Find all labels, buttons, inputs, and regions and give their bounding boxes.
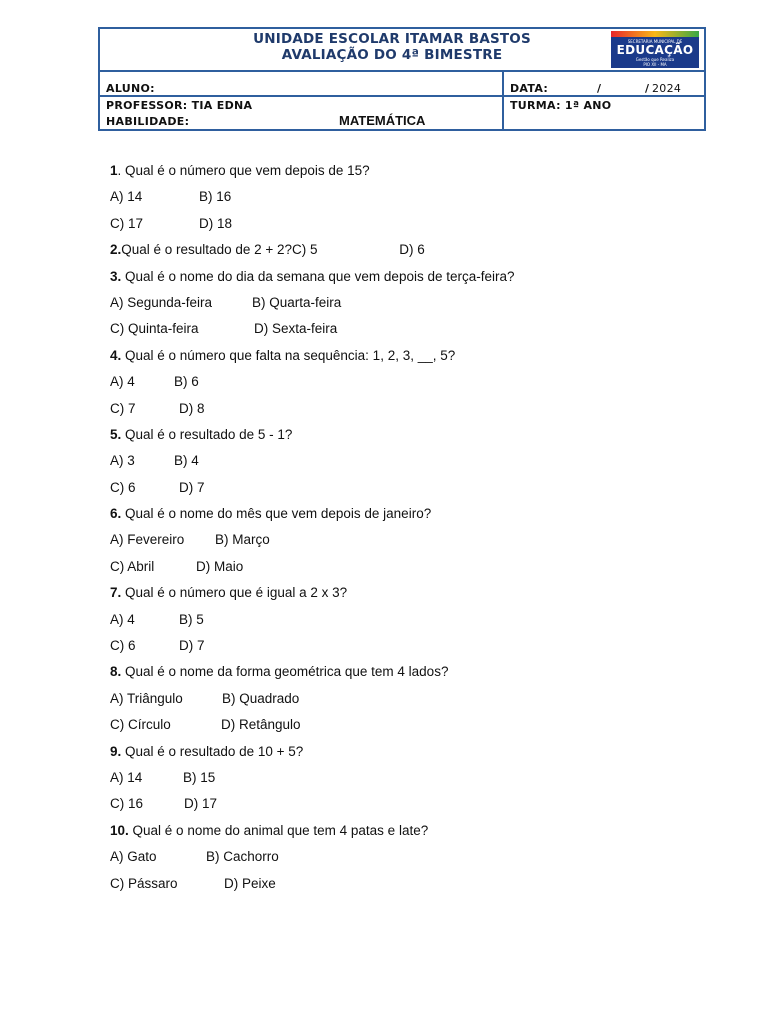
logo-stripe	[611, 31, 699, 37]
options-row	[110, 184, 730, 210]
option-d: D) Retângulo	[221, 717, 301, 733]
assessment-title: AVALIAÇÃO DO 4ª BIMESTRE	[281, 47, 503, 63]
question-text: . Qual é o número que vem depois de 15?	[117, 163, 370, 178]
options-row	[110, 211, 730, 237]
option-c: C) 7	[110, 400, 136, 416]
question-10	[110, 818, 730, 844]
student-label: ALUNO:	[106, 82, 155, 95]
question-number: 2.	[110, 242, 122, 258]
option-d: D) 6	[399, 242, 425, 258]
options-row	[110, 791, 730, 817]
question-9	[110, 739, 730, 765]
options-row	[110, 316, 730, 342]
question-8	[110, 659, 730, 685]
logo-slogan: Gestão que Realiza	[635, 57, 675, 62]
logo-top-text: SECRETARIA MUNICIPAL DE	[627, 39, 683, 44]
option-b: B) Cachorro	[206, 849, 279, 865]
option-a: A) Fevereiro	[110, 532, 185, 548]
column-divider	[502, 70, 504, 131]
school-name: UNIDADE ESCOLAR ITAMAR BASTOS	[253, 31, 531, 47]
education-logo	[611, 31, 699, 68]
option-d: D) 7	[179, 638, 205, 654]
question-text: Qual é o nome do animal que tem 4 patas e late?	[128, 822, 429, 838]
options-row	[110, 765, 730, 791]
question-text: Qual é o nome da forma geométrica que tem 4 lados?	[121, 664, 449, 680]
options-row	[110, 712, 730, 738]
question-number: 6.	[110, 506, 122, 522]
question-4	[110, 343, 730, 369]
question-1	[110, 158, 730, 184]
options-row	[110, 607, 730, 633]
class-label: TURMA: 1ª ANO	[510, 99, 612, 112]
option-b: B) 16	[199, 189, 232, 205]
option-c: C) Pássaro	[110, 875, 178, 891]
option-c: C) 6	[110, 479, 136, 495]
title-row	[100, 29, 704, 72]
question-text: Qual é o nome do mês que vem depois de janeiro?	[121, 506, 432, 522]
question-number: 10.	[110, 822, 129, 838]
exam-header	[98, 27, 706, 131]
option-d: D) 7	[179, 479, 205, 495]
logo-location: PIO XII - MA	[643, 62, 667, 67]
option-d: D) Peixe	[224, 875, 276, 891]
options-row	[110, 527, 730, 553]
option-a: A) Gato	[110, 849, 157, 865]
question-number: 7.	[110, 585, 122, 601]
option-d: D) 8	[179, 400, 205, 416]
option-d: D) 17	[184, 796, 218, 812]
options-row	[110, 290, 730, 316]
option-b: B) 5	[179, 611, 204, 627]
question-text: Qual é o resultado de 5 - 1?	[121, 426, 293, 442]
question-number: 9.	[110, 743, 122, 759]
option-a: A) 4	[110, 611, 135, 627]
date-label: DATA:	[510, 82, 549, 95]
option-b: B) Março	[215, 532, 270, 548]
option-b: B) 6	[174, 374, 199, 390]
options-row	[110, 844, 730, 870]
question-text: Qual é o número que é igual a 2 x 3?	[121, 585, 348, 601]
option-c: C) Quinta-feira	[110, 321, 199, 337]
question-number: 5.	[110, 426, 122, 442]
option-d: D) 18	[199, 215, 233, 231]
option-c: C) Círculo	[110, 717, 171, 733]
skill-label: HABILIDADE:	[106, 115, 190, 128]
question-2	[110, 237, 730, 263]
options-row	[110, 554, 730, 580]
question-text: Qual é o número que falta na sequência: 1, 2, 3, __, 5?	[121, 347, 456, 363]
question-text: Qual é o resultado de 10 + 5?	[121, 743, 304, 759]
options-row	[110, 475, 730, 501]
option-c: C) Abril	[110, 558, 155, 574]
option-b: B) Quadrado	[222, 690, 300, 706]
option-b: B) Quarta-feira	[252, 294, 342, 310]
question-7	[110, 580, 730, 606]
question-text: Qual é o resultado de 2 + 2?C) 5	[121, 242, 318, 258]
teacher-label: PROFESSOR: TIA EDNA	[106, 99, 253, 112]
option-b: B) 4	[174, 453, 199, 469]
options-row	[110, 396, 730, 422]
row-divider	[100, 95, 704, 97]
option-c: C) 17	[110, 215, 144, 231]
options-row	[110, 448, 730, 474]
options-row	[110, 871, 730, 897]
questions-list	[110, 158, 730, 897]
option-a: A) 14	[110, 769, 143, 785]
option-d: D) Maio	[196, 558, 244, 574]
question-text: Qual é o nome do dia da semana que vem depois de terça-feira?	[121, 268, 515, 284]
options-row	[110, 633, 730, 659]
question-number: 4.	[110, 347, 122, 363]
option-a: A) 4	[110, 374, 135, 390]
date-separator-2: /	[645, 82, 650, 95]
subject-title: MATEMÁTICA	[339, 113, 426, 128]
question-3	[110, 264, 730, 290]
date-year: 2024	[652, 82, 682, 95]
question-6	[110, 501, 730, 527]
option-c: C) 16	[110, 796, 144, 812]
option-a: A) 3	[110, 453, 135, 469]
options-row	[110, 369, 730, 395]
option-c: C) 6	[110, 638, 136, 654]
option-a: A) 14	[110, 189, 143, 205]
question-number: 1	[110, 163, 118, 178]
logo-main-text: EDUCAÇÃO	[616, 43, 694, 57]
question-5	[110, 422, 730, 448]
option-d: D) Sexta-feira	[254, 321, 338, 337]
date-separator-1: /	[597, 82, 602, 95]
question-number: 3.	[110, 268, 122, 284]
option-a: A) Triângulo	[110, 690, 183, 706]
option-b: B) 15	[183, 769, 216, 785]
options-row	[110, 686, 730, 712]
option-a: A) Segunda-feira	[110, 294, 213, 310]
question-number: 8.	[110, 664, 122, 680]
